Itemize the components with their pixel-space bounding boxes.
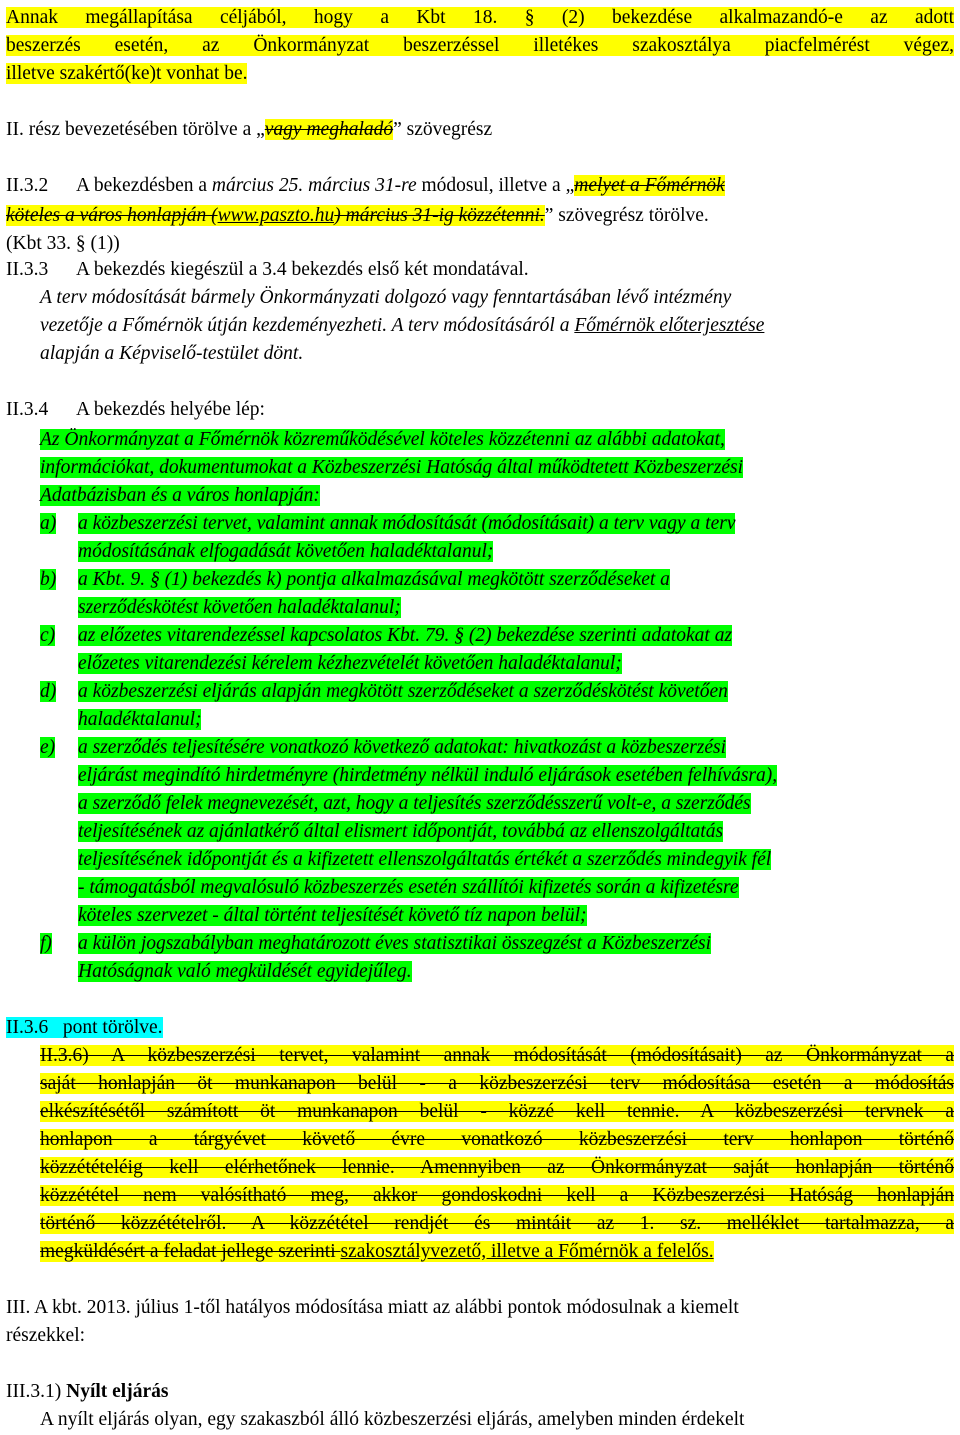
list-item: a szerződő felek megnevezését, azt, hogy a teljesítés szerződésszerű volt-e, a szerződés <box>78 793 751 814</box>
list-label: e) <box>40 737 56 758</box>
list-label: c) <box>40 625 56 646</box>
list-item: teljesítésének időpontját és a kifizetett ellenszolgáltatás értékét a szerződés mindegyik fél <box>78 849 772 870</box>
list-item: a külön jogszabályban meghatározott éves statisztikai összegzést a Közbeszerzési <box>78 933 712 954</box>
paragraph-line: Annak megállapítása céljából, hogy a Kbt 18. § (2) bekezdése alkalmazandó-e az adott <box>6 7 954 28</box>
paragraph-line: köteles a város honlapján (www.paszto.hu) március 31-ig közzétenni.” szövegrész törölve. <box>6 205 709 226</box>
section-iii-subheading: III.3.1) Nyílt eljárás <box>6 1381 169 1402</box>
list-item: a közbeszerzési eljárás alapján megkötött szerződéseket a szerződéskötést követően <box>78 681 728 702</box>
struck-line: közzétételéig kell elérhetőnek lennie. Amennyiben az Önkormányzat saját honlapján történő <box>40 1157 954 1178</box>
list-label: b) <box>40 569 57 590</box>
paragraph-line: alapján a Képviselő-testület dönt. <box>40 343 304 364</box>
section-iii-line: III. A kbt. 2013. július 1-től hatályos módosítása miatt az alábbi pontok módosulnak a kiemelt <box>6 1297 739 1318</box>
struck-line: elkészítésétől számított öt munkanapon belül - közzé kell tennie. A közbeszerzési tervnek a <box>40 1101 954 1122</box>
struck-line: honlapon a tárgyévet követő évre vonatkozó közbeszerzési terv honlapon történő <box>40 1129 954 1150</box>
section-label: II.3.2 <box>6 175 49 196</box>
section-label: II.3.4 <box>6 399 49 420</box>
struck-line: megküldésért a feladat jellege szerinti szakosztályvezető, illetve a Főmérnök a felelős. <box>40 1241 714 1262</box>
paragraph-line: információkat, dokumentumokat a Közbeszerzési Hatóság által működtetett Közbeszerzési <box>40 457 744 478</box>
struck-line: közzététel nem valósítható meg, akkor gondoskodni kell a Közbeszerzési Hatóság honlapján <box>40 1185 954 1206</box>
list-item: teljesítésének az ajánlatkérő által elismert időpontját, továbbá az ellenszolgáltatás <box>78 821 724 842</box>
list-label: d) <box>40 681 57 702</box>
list-label: f) <box>40 933 52 954</box>
list-item: - támogatásból megvalósuló közbeszerzés esetén szállítói kifizetés során a kifizetésre <box>78 877 739 898</box>
list-item: köteles szervezet - által történt teljesítését követő tíz napon belül; <box>78 905 587 926</box>
section-iii-line: A nyílt eljárás olyan, egy szakaszból álló közbeszerzési eljárás, amelyben minden érdekelt <box>40 1409 745 1430</box>
paragraph-line: illetve szakértő(ke)t vonhat be. <box>6 63 248 84</box>
list-item: szerződéskötést követően haladéktalanul; <box>78 597 401 618</box>
list-item: módosításának elfogadását követően haladéktalanul; <box>78 541 494 562</box>
section-iii-line: részekkel: <box>6 1325 86 1346</box>
list-label: a) <box>40 513 57 534</box>
list-item: a szerződés teljesítésére vonatkozó következő adatokat: hivatkozást a közbeszerzési <box>78 737 727 758</box>
list-item: előzetes vitarendezési kérelem kézhezvételét követően haladéktalanul; <box>78 653 622 674</box>
paragraph-line: (Kbt 33. § (1)) <box>6 233 120 254</box>
list-item: a Kbt. 9. § (1) bekezdés k) pontja alkalmazásával megkötött szerződéseket a <box>78 569 670 590</box>
paragraph-line: A terv módosítását bármely Önkormányzati dolgozó vagy fenntartásában lévő intézmény <box>40 287 732 308</box>
section-label: II.3.3 <box>6 259 49 280</box>
list-item: az előzetes vitarendezéssel kapcsolatos Kbt. 79. § (2) bekezdése szerinti adatokat az <box>78 625 733 646</box>
list-item: Hatóságnak való megküldését egyidejűleg. <box>78 961 412 982</box>
section-ii-3-6-heading: II.3.6 pont törölve. <box>6 1017 163 1038</box>
list-item: a közbeszerzési tervet, valamint annak módosítását (módosításait) a terv vagy a terv <box>78 513 736 534</box>
list-item: haladéktalanul; <box>78 709 202 730</box>
struck-line: saját honlapján öt munkanapon belül - a közbeszerzési terv módosítása esetén a módosítás <box>40 1073 954 1094</box>
struck-line: történő közzétételről. A közzététel rendjét és mintáit az 1. sz. melléklet tartalmazza, a <box>40 1213 954 1234</box>
list-item: eljárást megindító hirdetményre (hirdetmény nélkül induló eljárások esetében felhívásra), <box>78 765 778 786</box>
paragraph-line: Adatbázisban és a város honlapján: <box>40 485 320 506</box>
paragraph-line: beszerzés esetén, az Önkormányzat beszerzéssel illetékes szakosztálya piacfelmérést végez, <box>6 35 954 56</box>
paragraph-line: A bekezdésben a március 25. március 31-re módosul, illetve a „melyet a Főmérnök <box>76 175 725 196</box>
section-ii-intro: II. rész bevezetésében törölve a „vagy meghaladó” szövegrész <box>6 119 493 140</box>
paragraph-line: vezetője a Főmérnök útján kezdeményezheti. A terv módosításáról a Főmérnök előterjesztése <box>40 315 765 336</box>
struck-line: II.3.6) A közbeszerzési tervet, valamint annak módosítását (módosításait) az Önkormányzat a <box>40 1045 954 1066</box>
paragraph-line: Az Önkormányzat a Főmérnök közreműködésével köteles közzétenni az alábbi adatokat, <box>40 429 725 450</box>
paragraph-line: A bekezdés helyébe lép: <box>76 399 265 420</box>
paragraph-line: A bekezdés kiegészül a 3.4 bekezdés első két mondatával. <box>76 259 529 280</box>
